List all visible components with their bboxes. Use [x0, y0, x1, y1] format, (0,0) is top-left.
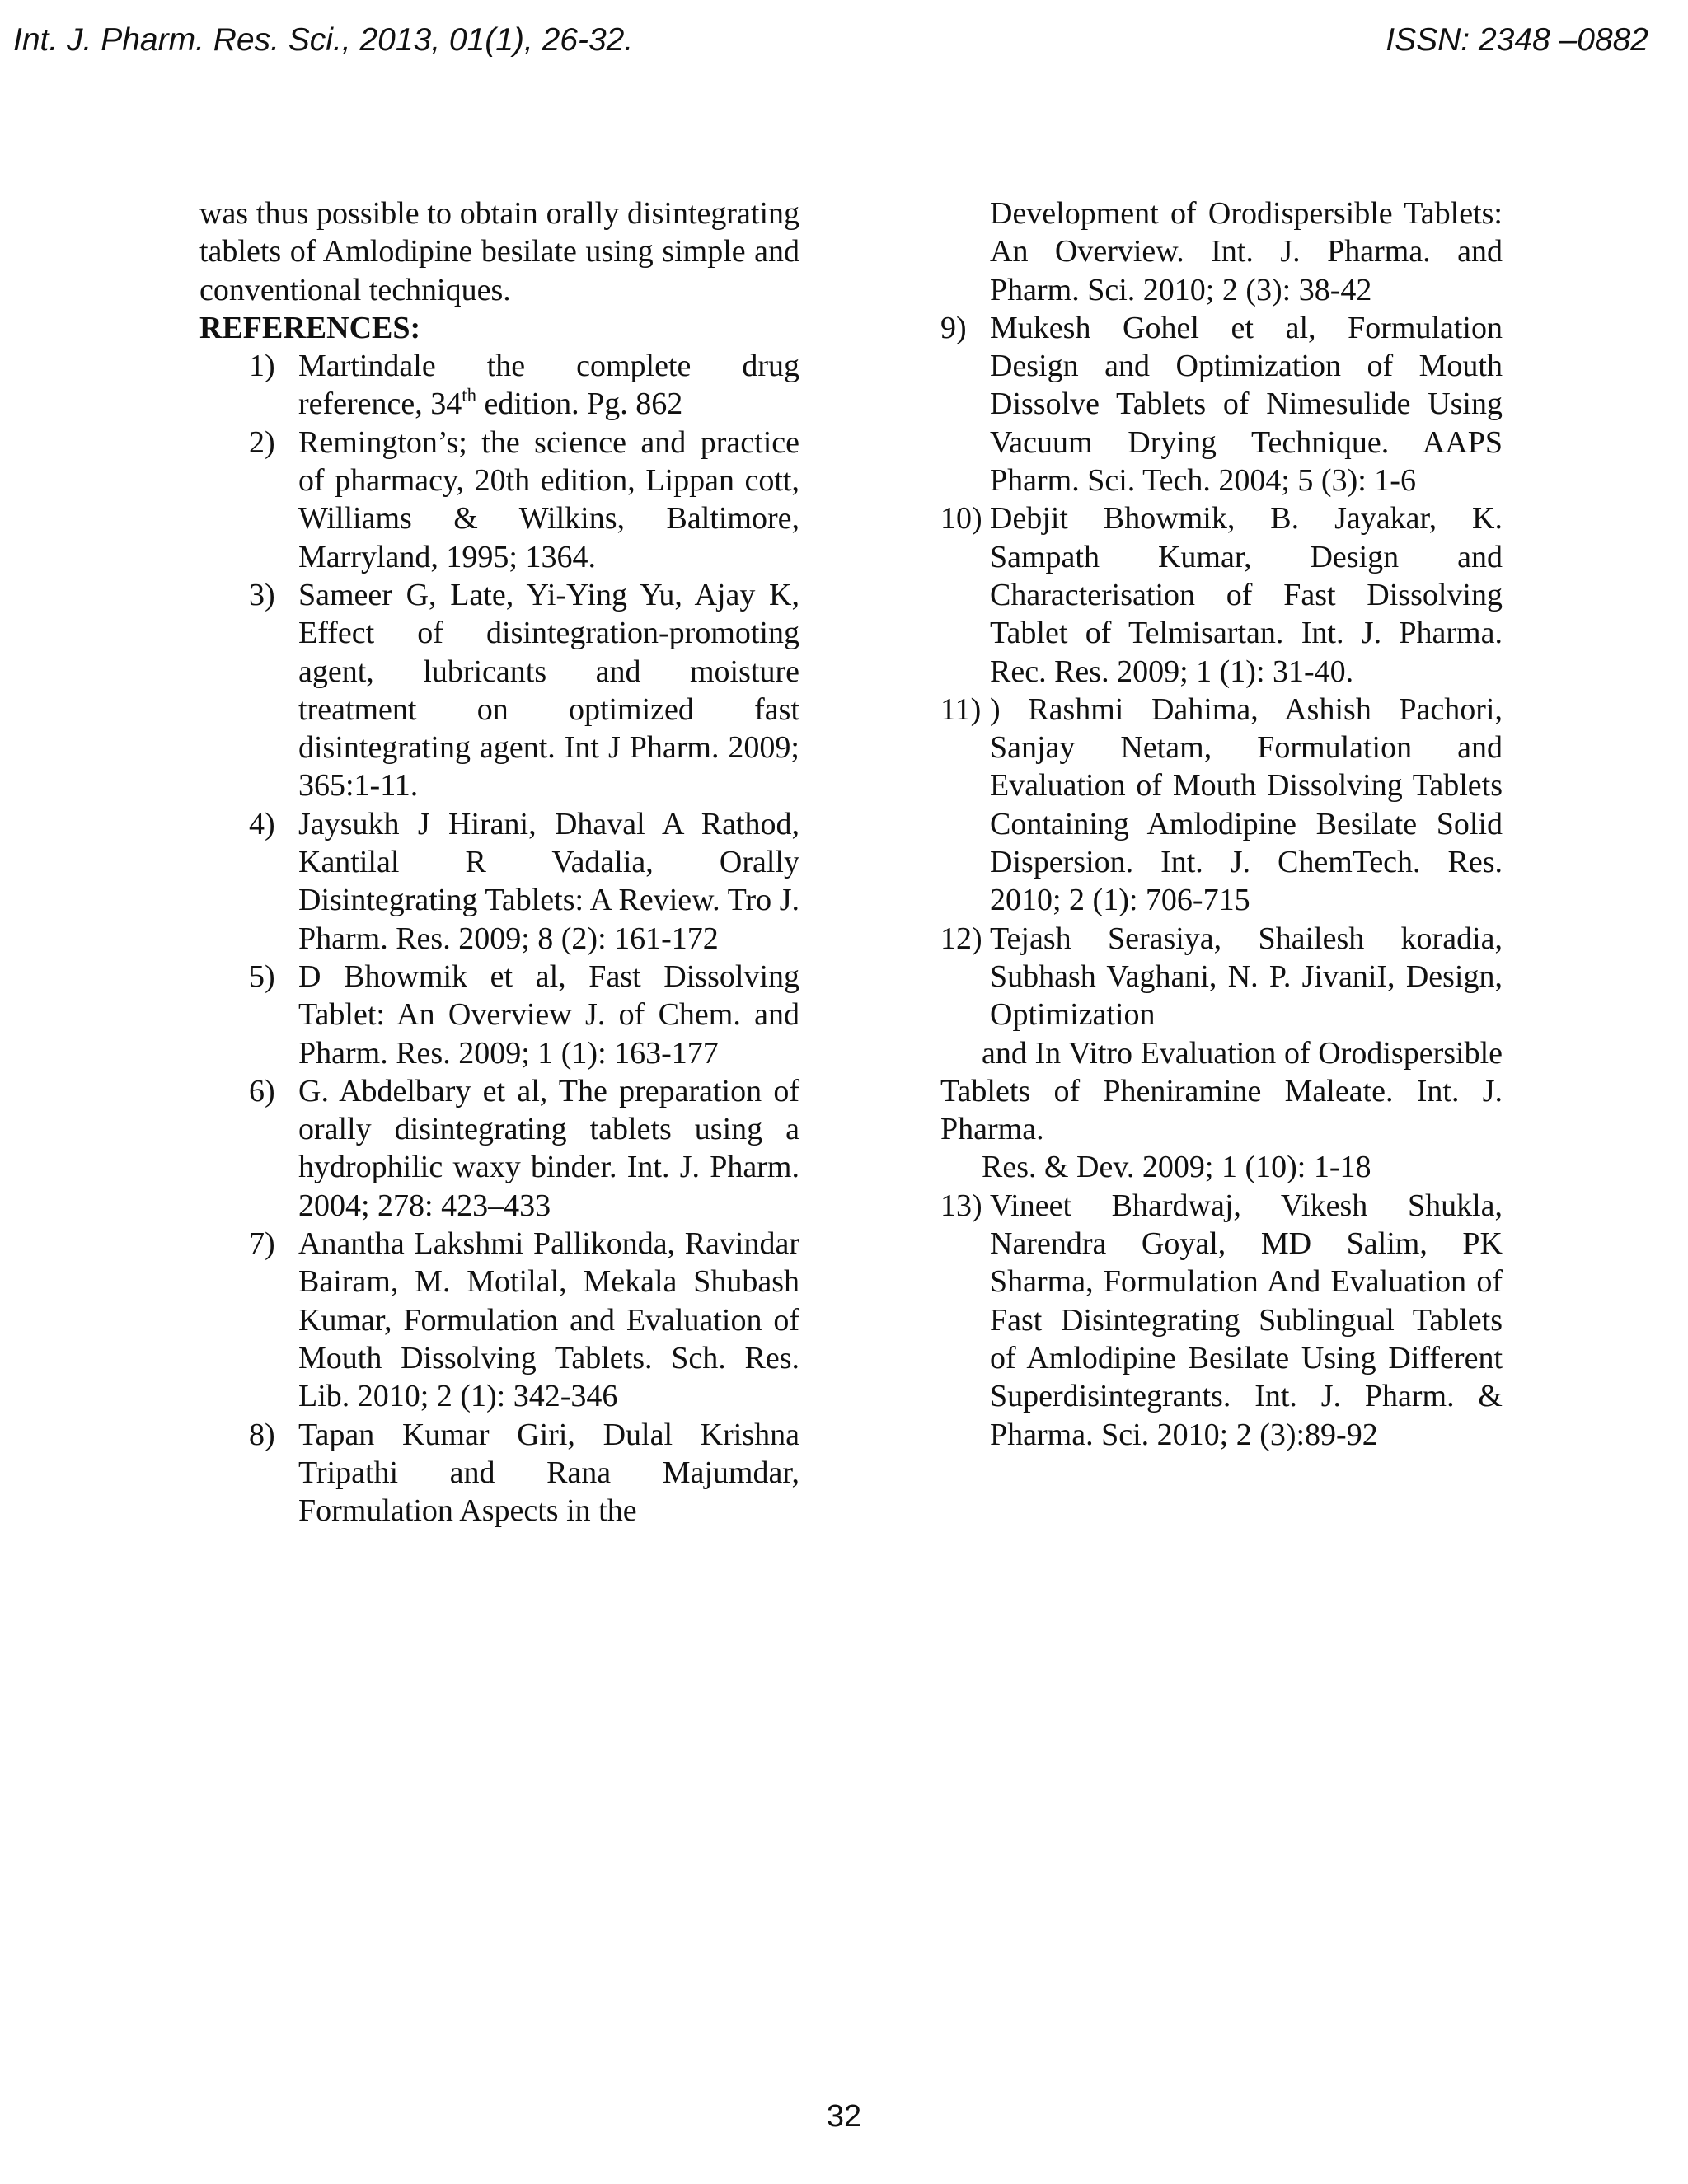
reference-10	[940, 499, 1503, 690]
reference-text: Anantha Lakshmi Pallikonda, Ravindar Bairam, M. Motilal, Mekala Shubash Kumar, Formulation and Evaluation of Mouth Dissolving Tablets. Sch. Res. Lib. 2010; 2 (1): 342-346	[298, 1226, 799, 1414]
reference-6	[199, 1072, 799, 1225]
left-column	[199, 194, 799, 1530]
right-column	[940, 194, 1503, 1454]
reference-number: 8)	[249, 1417, 275, 1452]
reference-8-continuation: Development of Orodispersible Tablets: An Overview. Int. J. Pharma. and Pharm. Sci. 2010; 2 (3): 38-42	[990, 196, 1503, 307]
reference-7	[199, 1225, 799, 1415]
reference-number: 3)	[249, 577, 275, 612]
reference-4	[199, 805, 799, 958]
reference-number: 1)	[249, 349, 275, 384]
reference-text: Martindale the complete drug reference, 34th edition. Pg. 862	[298, 349, 799, 422]
reference-text: Tejash Serasiya, Shailesh koradia, Subhash Vaghani, N. P. JivaniI, Design, Optimization	[990, 921, 1503, 1033]
reference-12	[940, 920, 1503, 1034]
reference-number: 4)	[249, 806, 275, 841]
issn-header: ISSN: 2348 –0882	[1386, 22, 1648, 58]
reference-11	[940, 691, 1503, 920]
reference-number: 5)	[249, 958, 275, 994]
conclusion-paragraph: was thus possible to obtain orally disintegrating tablets of Amlodipine besilate using simple and conventional techniques.	[199, 196, 799, 307]
reference-text: Jaysukh J Hirani, Dhaval A Rathod, Kantilal R Vadalia, Orally Disintegrating Tablets: A Review. Tro J. Pharm. Res. 2009; 8 (2): 161-172	[298, 806, 799, 956]
reference-13	[940, 1187, 1503, 1454]
reference-text: Vineet Bhardwaj, Vikesh Shukla, Narendra Goyal, MD Salim, PK Sharma, Formulation And Evaluation of Fast Disintegrating Sublingual Tablets of Amlodipine Besilate Using Different Superdisintegrants. Int. J. Pharm. & Pharma. Sci. 2010; 2 (3):89-92	[990, 1188, 1503, 1452]
reference-text: G. Abdelbary et al, The preparation of orally disintegrating tablets using a hydrophilic waxy binder. Int. J. Pharm. 2004; 278: 423–433	[298, 1073, 799, 1223]
reference-3	[199, 576, 799, 805]
reference-number: 13)	[940, 1188, 982, 1223]
reference-12-tail	[940, 1034, 1503, 1187]
reference-text: D Bhowmik et al, Fast Dissolving Tablet: An Overview J. of Chem. and Pharm. Res. 2009; 1 (1): 163-177	[298, 958, 799, 1071]
reference-text: Remington’s; the science and practice of pharmacy, 20th edition, Lippan cott, Williams & Wilkins, Baltimore, Marryland, 1995; 1364.	[298, 424, 799, 574]
reference-12-tail-b: Res. & Dev. 2009; 1 (10): 1-18	[982, 1150, 1372, 1185]
reference-text: Debjit Bhowmik, B. Jayakar, K. Sampath Kumar, Design and Characterisation of Fast Dissolving Tablet of Telmisartan. Int. J. Pharma. Rec. Res. 2009; 1 (1): 31-40.	[990, 501, 1503, 689]
reference-8	[199, 1416, 799, 1530]
reference-1	[199, 347, 799, 424]
reference-number: 9)	[940, 310, 967, 345]
reference-number: 12)	[940, 921, 982, 956]
ordinal-superscript: th	[462, 384, 477, 405]
reference-2	[199, 424, 799, 576]
reference-5	[199, 958, 799, 1072]
reference-text: Tapan Kumar Giri, Dulal Krishna Tripathi and Rana Majumdar, Formulation Aspects in the	[298, 1417, 799, 1529]
reference-text: Sameer G, Late, Yi-Ying Yu, Ajay K, Effect of disintegration-promoting agent, lubricants and moisture treatment on optimized fast disintegrating agent. Int J Pharm. 2009; 365:1-11.	[298, 577, 799, 804]
reference-12-tail-a: and In Vitro Evaluation of Orodispersible Tablets of Pheniramine Maleate. Int. J. Pharma.	[940, 1035, 1503, 1147]
reference-number: 11)	[940, 691, 982, 727]
reference-text: Mukesh Gohel et al, Formulation Design and Optimization of Mouth Dissolve Tablets of Nimesulide Using Vacuum Drying Technique. AAPS Pharm. Sci. Tech. 2004; 5 (3): 1-6	[990, 310, 1503, 499]
references-heading: REFERENCES:	[199, 310, 421, 345]
reference-number: 6)	[249, 1073, 275, 1108]
reference-number: 7)	[249, 1226, 275, 1262]
reference-9	[940, 309, 1503, 499]
journal-citation-header: Int. J. Pharm. Res. Sci., 2013, 01(1), 26-32.	[13, 22, 634, 58]
reference-number: 2)	[249, 424, 275, 460]
reference-text: ) Rashmi Dahima, Ashish Pachori, Sanjay Netam, Formulation and Evaluation of Mouth Dissolving Tablets Containing Amlodipine Besilate Solid Dispersion. Int. J. ChemTech. Res. 2010; 2 (1): 706-715	[990, 691, 1503, 918]
page-number: 32	[826, 2099, 862, 2134]
reference-number: 10)	[940, 501, 982, 537]
